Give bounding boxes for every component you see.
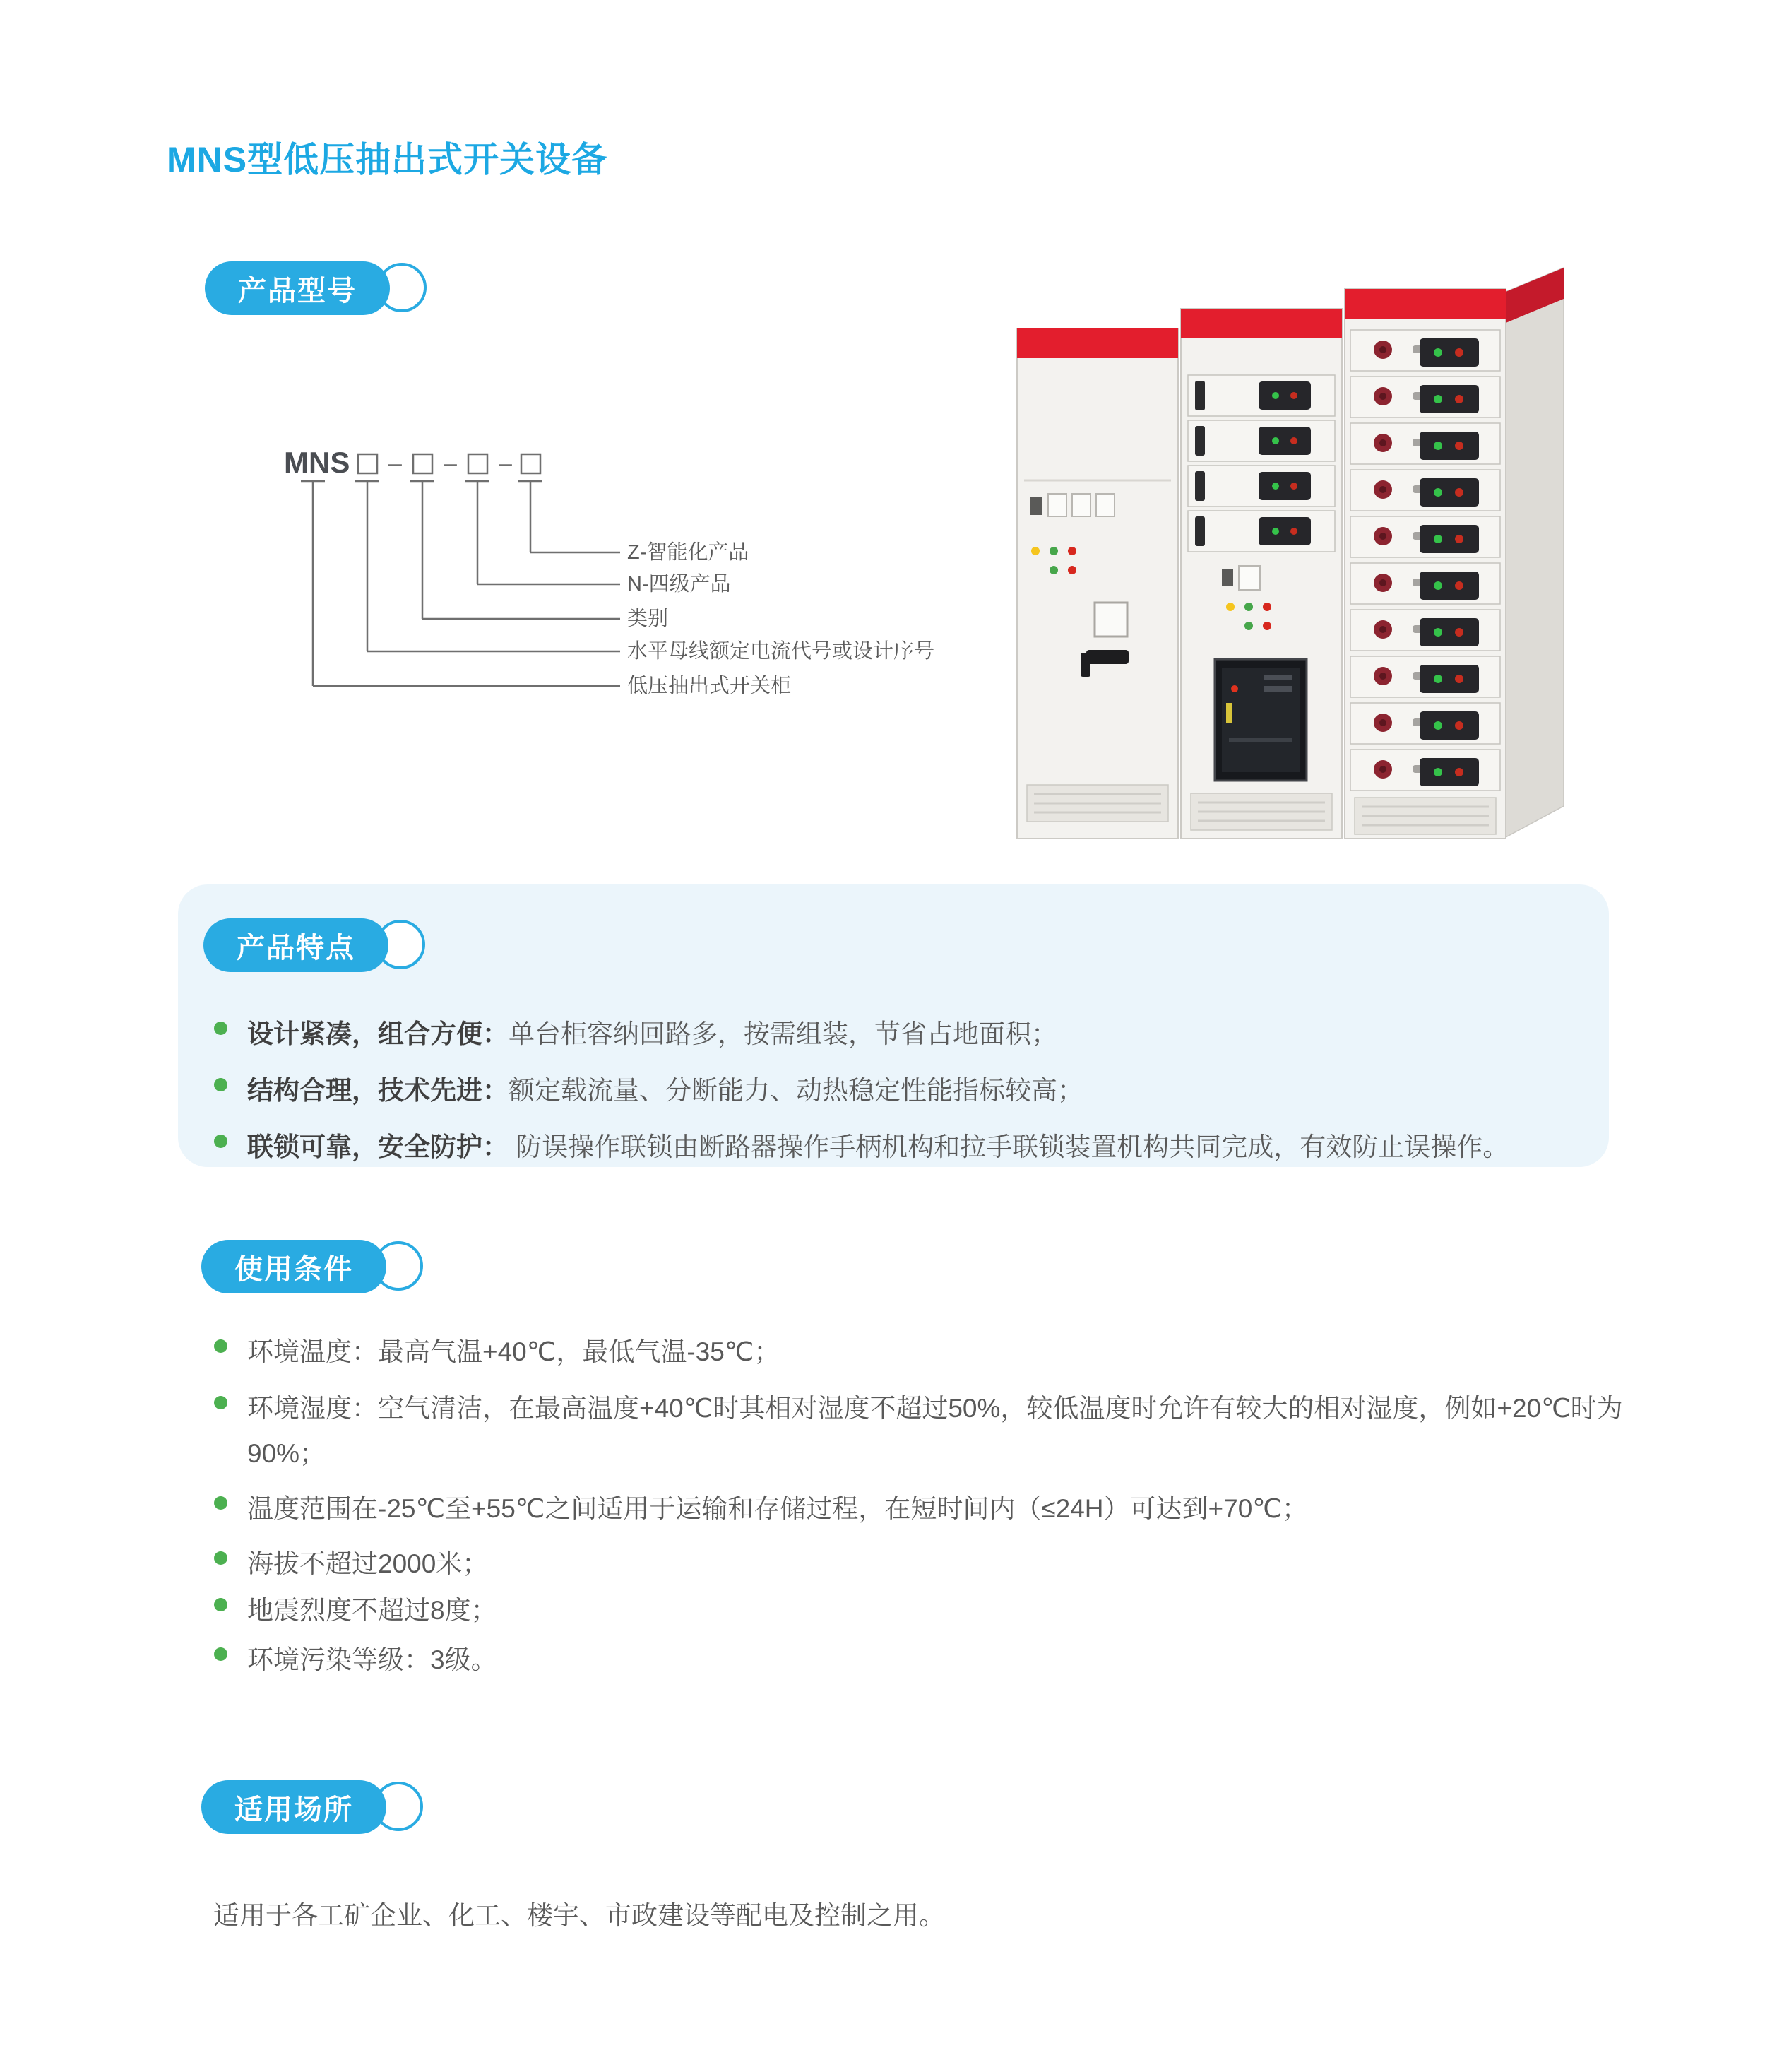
section-badge-conditions-label: 使用条件 [201,1240,386,1293]
feature-body: 额定载流量、分断能力、动热稳定性能指标较高； [509,1076,1083,1105]
cabinet-right-section [1345,289,1506,839]
condition-item [214,1386,1624,1476]
bullet-dot [214,1647,227,1661]
model-separator-3: – [499,450,512,477]
condition-item [214,1541,488,1587]
switchgear-cabinet-image [1010,237,1582,844]
section-badge-places [201,1780,430,1835]
cabinet-middle-section [1181,309,1342,839]
feature-lead: 设计紧凑，组合方便： [247,1019,509,1048]
condition-item [214,1330,780,1375]
model-label-busbar-code: 水平母线额定电流代号或设计序号 [627,640,935,663]
feature-body: 单台柜容纳回路多，按需组装，节省占地面积； [509,1019,1057,1048]
condition-text: 地震烈度不超过8度； [247,1596,497,1625]
bullet-dot [214,1551,227,1565]
feature-lead: 结构合理，技术先进： [247,1076,509,1105]
section-badge-conditions [201,1240,430,1295]
feature-body: 防误操作联锁由断路器操作手柄机构和拉手联锁装置机构共同完成，有效防止误操作。 [509,1132,1509,1161]
model-separator-1: – [388,450,402,477]
feature-text [247,1012,1057,1057]
feature-text [247,1068,1083,1113]
section-badge-features-label: 产品特点 [203,918,388,972]
bullet-dot [214,1135,227,1148]
model-label-switchgear: 低压抽出式开关柜 [627,675,792,697]
condition-item [214,1638,497,1683]
model-label-z: Z-智能化产品 [627,541,749,564]
bullet-dot [214,1022,227,1035]
places-text: 适用于各工矿企业、化工、楼宇、市政建设等配电及控制之用。 [213,1901,945,1930]
condition-text: 环境污染等级：3级。 [247,1645,497,1674]
model-connector-lines [301,481,620,686]
condition-text: 温度范围在-25℃至+55℃之间适用于运输和存储过程，在短时间内（≤24H）可达到+70℃； [247,1494,1308,1523]
condition-text: 环境湿度：空气清洁，在最高温度+40℃时其相对湿度不超过50%，较低温度时允许有较大的相对湿度，例如+20℃时为90%； [247,1394,1623,1468]
cabinet-left-section [1017,328,1178,839]
page-title: MNS型低压抽出式开关设备 [167,140,608,179]
bullet-dot [214,1396,227,1409]
section-badge-model-label: 产品型号 [205,261,390,315]
condition-text: 海拔不超过2000米； [247,1549,489,1578]
section-badge-model [205,261,434,316]
model-prefix: MNS [284,446,350,479]
feature-lead: 联锁可靠，安全防护： [247,1132,509,1161]
section-badge-features [203,918,432,973]
feature-item [214,1012,1057,1057]
bullet-dot [214,1496,227,1510]
model-label-category: 类别 [627,608,669,630]
bullet-dot [214,1078,227,1091]
model-separator-2: – [444,450,457,477]
section-badge-places-label: 适用场所 [201,1780,386,1834]
feature-item [214,1125,1509,1170]
bullet-dot [214,1339,227,1353]
condition-item [214,1588,497,1633]
bullet-dot [214,1598,227,1611]
condition-item [214,1486,1308,1532]
model-label-n: N-四级产品 [627,573,731,596]
feature-item [214,1068,1083,1113]
feature-text [247,1125,1509,1170]
condition-text: 环境温度：最高气温+40℃，最低气温-35℃； [247,1337,780,1366]
cabinet-side-panel [1506,268,1564,837]
